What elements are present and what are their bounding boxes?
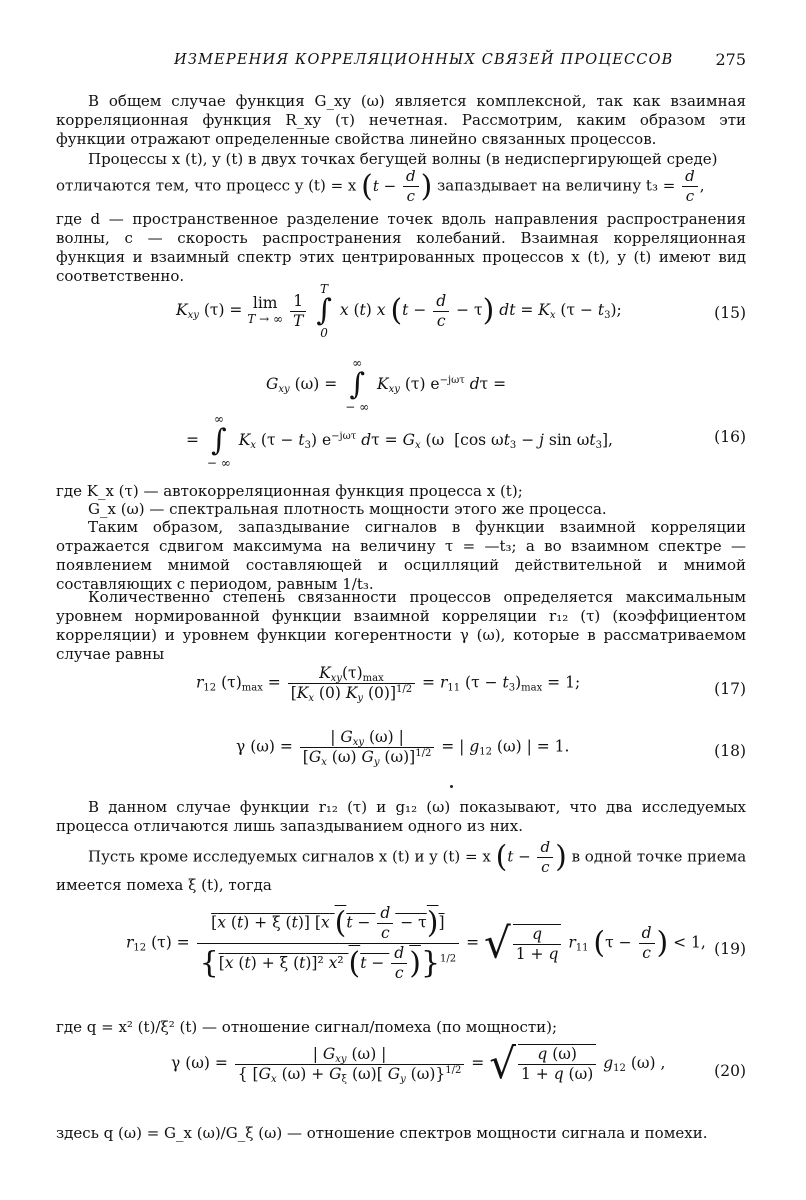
paragraph-3-line-2: G_x (ω) — спектральная плотность мощности этого же процесса. [88,500,607,518]
running-head: ИЗМЕРЕНИЯ КОРРЕЛЯЦИОННЫХ СВЯЗЕЙ ПРОЦЕССОВ [174,52,674,68]
equation-20 [56,1039,746,1104]
paragraph-3-line-1: где K_x (τ) — автокорреляционная функция процесса x (t); [56,482,523,500]
equation-18-number: (18) [714,742,746,760]
paragraph-2-text-b: запаздывает на величину t₃ = [437,176,676,195]
paragraph-7-text-a: Пусть кроме исследуемых сигналов x (t) и y (t) = x [88,847,491,866]
equation-17 [56,664,746,716]
paragraph-2-line-2: отличаются тем, что процесс y (t) = x (t − $\frac{d}{c}$ ) запаздывает на величину t₃ = $\frac{d}{c}$ , [56,167,705,205]
equation-20-body: γ (ω) = $\frac{| G_{xy} (\omega) |}{\{ [G_x (\omega) + G_\xi (\omega)[ G_y (\omega)\}^{1/2}}$ = √ $\frac{q (\omega)}{1 + q (\omega)}$ $g_{12}$ (ω) , [171,1039,666,1088]
delay-fraction: $\frac{d}{c}$ [682,167,698,206]
paragraph-7-line-1: Пусть кроме исследуемых сигналов x (t) и y (t) = x (t − $\frac{d}{c}$ ) в одной точке приема [88,838,747,876]
equation-18 [56,728,746,780]
equation-17-number: (17) [714,680,746,698]
paragraph-9: здесь q (ω) = G_x (ω)/G_ξ (ω) — отношение спектров мощности сигнала и помехи. [56,1124,708,1142]
equation-16-line-1: $G_{xy}$ (ω) = ∞ ∫ − ∞ $K_{xy}$ (τ) $e^{-j\omega\tau}$ dτ = [266,356,507,414]
equation-15-body: $K_{xy}$ (τ) = lim T → ∞ $\frac{1}{T}$ T ∫ 0 x (t) x (t − $\frac{d}{c}$ − τ) dt = $K_x$ $(\tau - t_3)$; [176,282,622,340]
equation-19-number: (19) [714,940,746,958]
paragraph-1: В общем случае функция G_xy (ω) является комплексной, так как взаимная корреляционная функция R_xy (τ) нечетная. Рассмотрим, каким образом эти функции отражают определенные свойства линейно связанных процессов. [56,92,746,148]
equation-19 [56,904,746,1004]
paragraph-4: Таким образом, запаздывание сигналов в функции взаимной корреляции отражается сдвигом максимума на величину τ = —t₃; а во взаимном спектре — появлением мнимой составляющей и осцилляций действительной и мнимой составляющих с периодом, равным 1/t₃. [56,518,746,593]
equation-20-number: (20) [714,1062,746,1080]
equation-15 [56,282,746,352]
equation-16-line-2: = ∞ ∫ − ∞ $K_x$ $(\tau - t_3)$ $e^{-j\omega\tau}$ $d\tau = G_x$ (ω [cos $\omega t_3 - j$ $\sin \omega t_3$], [186,412,613,470]
equation-16 [56,356,746,470]
paragraph-2-text-a: отличаются тем, что процесс y (t) = x [56,176,357,195]
paragraph-7-line-2: имеется помеха ξ (t), тогда [56,876,272,894]
delay-expression: (t − $\frac{d}{c}$ ) [361,167,433,205]
paragraph-5: Количественно степень связанности процессов определяется максимальным уровнем нормированной функции взаимной корреляции r₁₂ (τ) (коэффициентом корреляции) и уровнем функции когерентности γ (ω), которые в рассматриваемом случае равны [56,588,746,663]
paragraph-8: где q = x² (t)/ξ² (t) — отношение сигнал/помеха (по мощности); [56,1018,558,1036]
equation-19-body: $r_{12}$ (τ) = [x (t) + ξ (t)] [x (t − $\frac{d}{c}$ − τ)] {[x (t) + ξ (t)]² x² (t − $\frac{d}{c}$ )}$^{1/2}$ = √ $\frac{q}{1 + q}$ $r_{11}$ (τ − $\frac{d}{c}$ ) < 1, [126,904,706,982]
stray-dot [450,785,453,788]
paragraph-2-line-1: Процессы x (t), y (t) в двух точках бегущей волны (в недиспергирующей среде) [88,150,718,168]
page-number: 275 [715,50,746,69]
paragraph-2-rest: где d — пространственное разделение точек вдоль направления распространения волны, c — скорость распространения колебаний. Взаимная корреляционная функция и взаимный спектр этих центрированных процессов x (t), y (t) имеют вид соответственно. [56,210,746,285]
equation-15-number: (15) [714,304,746,322]
equation-18-body: γ (ω) = $\frac{| G_{xy} (\omega) |}{[G_x (\omega) G_y (\omega)]^{1/2}}$ = | $g_{12}$ (ω) | = 1. [236,728,570,768]
equation-16-number: (16) [714,428,746,446]
paragraph-7-text-b: в одной точке приема [571,847,747,866]
paragraph-6: В данном случае функции r₁₂ (τ) и g₁₂ (ω) показывают, что два исследуемых процесса отличаются лишь запаздыванием одного из них. [56,798,746,835]
equation-17-body: $r_{12}$ $(\tau)_{max}$ = $\frac{K_{xy}(\tau)_{max}}{[K_x (0) K_y (0)]^{1/2}}$ = $r_{11}$ $(\tau - t_3)_{max} = 1$; [196,664,581,704]
page-header [56,50,746,74]
